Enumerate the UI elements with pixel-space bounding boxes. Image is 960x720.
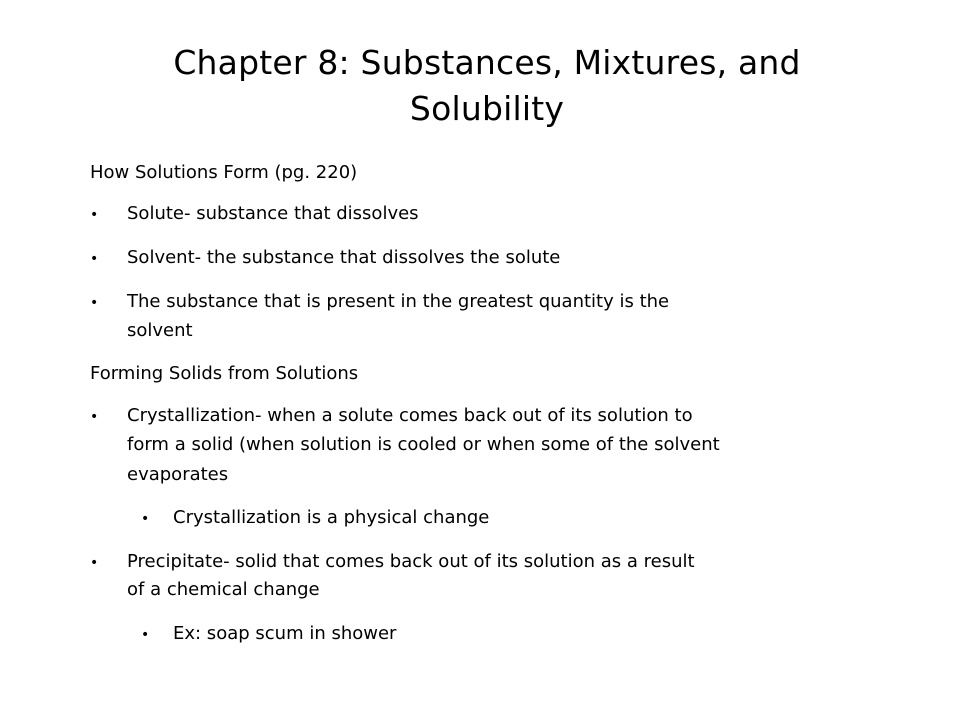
bullet-marker: • [90,207,99,223]
slide-title [120,40,854,132]
bullet-text-line: The substance that is present in the greatest quantity is the [127,291,670,312]
bullet-text: Solvent- the substance that dissolves the solute [127,247,561,268]
bullet-marker: • [141,511,150,527]
bullet-text-line: solvent [127,320,193,341]
bullet-text-line: evaporates [127,464,229,485]
bullet-text-line: form a solid (when solution is cooled or when some of the solvent [127,434,720,455]
section-heading-forming-solids: Forming Solids from Solutions [90,363,359,384]
bullet-text: Ex: soap scum in shower [173,623,397,644]
bullet-marker: • [90,251,99,267]
bullet-text-line: of a chemical change [127,579,320,600]
bullet-marker: • [90,555,99,571]
bullet-text-line: Precipitate- solid that comes back out of its solution as a result [127,551,695,572]
section-heading-how-solutions-form: How Solutions Form (pg. 220) [90,162,358,183]
bullet-marker: • [90,295,99,311]
bullet-text: Crystallization is a physical change [173,507,490,528]
title-line-1: Chapter 8: Substances, Mixtures, and [173,43,801,82]
bullet-text: Solute- substance that dissolves [127,203,419,224]
bullet-text-line: Crystallization- when a solute comes back out of its solution to [127,405,693,426]
title-line-2: Solubility [409,89,565,128]
bullet-marker: • [141,627,150,643]
bullet-marker: • [90,409,99,425]
